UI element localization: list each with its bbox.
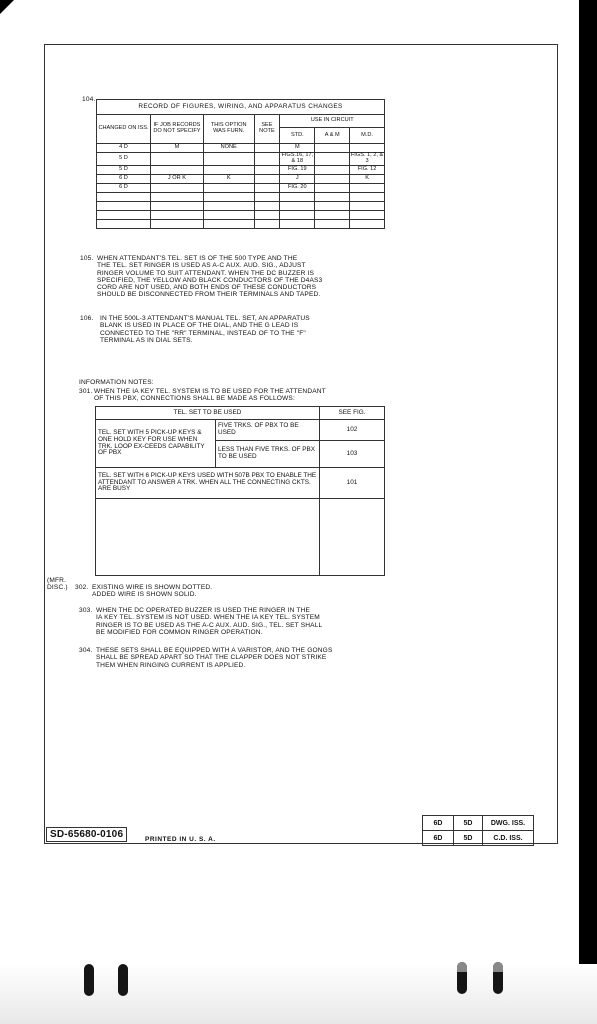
record-cell-am <box>315 210 350 219</box>
info-row1-fig: 102 <box>320 420 385 441</box>
record-cell-job: J OR K <box>151 174 204 183</box>
record-cell-std: FIGS.16, 17, & 18 <box>281 152 314 164</box>
record-cell-note <box>254 153 280 166</box>
info-row1-cond: FIVE TRKS. OF PBX TO BE USED <box>216 420 320 441</box>
binder-hole <box>493 962 503 994</box>
record-cell-note <box>254 210 280 219</box>
record-cell-std: J <box>280 174 315 183</box>
record-cell-job: M <box>151 144 204 153</box>
record-cell-am <box>315 192 350 201</box>
record-cell-md: K <box>350 174 385 183</box>
cd-iss-b: 5D <box>454 831 483 846</box>
info-row1-set: TEL. SET WITH 5 PICK-UP KEYS & ONE HOLD KEY FOR USE WHEN TRK. LOOP EX-CEEDS CAPABILITY OF PBX <box>96 420 216 468</box>
note-303 <box>79 607 399 636</box>
para-104-number: 104. <box>82 96 96 103</box>
record-cell-std: M <box>280 144 315 153</box>
record-cell-std <box>280 219 315 228</box>
record-cell-job <box>151 192 204 201</box>
note-106-text: IN THE 500L-3 ATTENDANT'S MANUAL TEL. SET, AN APPARATUS BLANK IS USED IN PLACE OF THE DIAL, AND THE G LEAD IS CONNECTED TO THE "RR" TERMINAL, INSTEAD OF TO THE "F" TERMINAL AS IN DIAL SETS. <box>100 315 310 344</box>
note-301 <box>79 388 399 403</box>
header-md: M.D. <box>350 128 385 144</box>
record-cell-am <box>315 183 350 192</box>
note-303-text: WHEN THE DC OPERATED BUZZER IS USED THE RINGER IN THE IA KEY TEL. SYSTEM IS NOT USED. WHEN THE IA KEY TEL. SYSTEM RINGER IS TO BE USED AS THE A-C AUX. AUD. SIG., TEL. SET SHALL BE MODIFIED FOR COMMON RINGER OPERATION. <box>96 607 323 636</box>
note-302-text: EXISTING WIRE IS SHOWN DOTTED. ADDED WIRE IS SHOWN SOLID. <box>92 584 213 599</box>
cd-iss-label: C.D. ISS. <box>483 831 534 846</box>
record-cell-std: FIG. 19 <box>280 165 315 174</box>
info-row2-fig: 103 <box>320 441 385 468</box>
record-cell-iss: 6 D <box>97 174 151 183</box>
record-cell-job <box>151 219 204 228</box>
record-cell-am <box>315 219 350 228</box>
header-see-note: SEE NOTE <box>254 115 280 144</box>
record-cell-md <box>350 183 385 192</box>
record-cell-furn <box>203 192 254 201</box>
record-cell-am <box>315 144 350 153</box>
note-302-number: 302. <box>75 584 89 591</box>
info-blank-cell <box>96 499 320 576</box>
record-cell-furn <box>203 153 254 166</box>
record-cell-note <box>254 219 280 228</box>
record-cell-am <box>315 201 350 210</box>
note-105-text: WHEN ATTENDANT'S TEL. SET IS OF THE 500 TYPE AND THE THE TEL. SET RINGER IS USED AS A-C AUX. AUD. SIG., ADJUST RINGER VOLUME TO SUIT ATTENDANT. WHEN THE DC BUZZER IS SPECIFIED, THE YELLOW AND BLACK CONDUCTORS OF THE D4AS3 CORD ARE NOT USED, AND BOTH ENDS OF THESE CONDUCTORS SHOULD BE DISCONNECTED FROM THEIR TERMINALS AND TAPED. <box>97 255 323 299</box>
record-cell-note <box>254 174 280 183</box>
note-302 <box>75 584 395 599</box>
note-105 <box>80 255 400 299</box>
record-row <box>97 210 385 219</box>
info-row3-fig: 101 <box>320 468 385 499</box>
record-cell-note <box>254 144 280 153</box>
record-cell-furn <box>203 219 254 228</box>
record-cell-note <box>254 201 280 210</box>
record-table <box>96 99 385 229</box>
dwg-iss-a: 6D <box>423 816 454 831</box>
record-cell-furn <box>203 183 254 192</box>
record-row <box>97 153 385 166</box>
record-cell-furn <box>203 165 254 174</box>
header-this-option: THIS OPTION WAS FURN. <box>203 115 254 144</box>
note-301-number: 301. <box>79 388 93 395</box>
binder-hole <box>118 964 128 996</box>
record-cell-iss <box>97 219 151 228</box>
page-corner-mark <box>0 0 14 14</box>
cd-iss-a: 6D <box>423 831 454 846</box>
header-std: STD. <box>280 128 315 144</box>
record-cell-am <box>315 165 350 174</box>
record-cell-std <box>280 192 315 201</box>
record-cell-furn <box>203 201 254 210</box>
record-cell-md: FIGS. 1, 2, & 3 <box>350 152 384 164</box>
record-cell-md: FIG. 12 <box>350 165 385 174</box>
record-cell-std <box>280 201 315 210</box>
note-106 <box>80 315 400 344</box>
header-if-job: IF JOB RECORDS DO NOT SPECIFY <box>151 115 204 144</box>
record-cell-am <box>315 174 350 183</box>
note-304-text: THESE SETS SHALL BE EQUIPPED WITH A VARISTOR, AND THE GONGS SHALL BE SPREAD APART SO THAT THE CLAPPER DOES NOT STRIKE THEM WHEN RINGING CURRENT IS APPLIED. <box>96 647 333 669</box>
note-304 <box>79 647 399 669</box>
header-use-in-circuit: USE IN CIRCUIT <box>280 115 385 128</box>
record-cell-iss: 5 D <box>97 165 151 174</box>
info-table <box>95 406 385 576</box>
record-cell-furn: NONE <box>203 144 254 153</box>
record-cell-job <box>151 183 204 192</box>
record-cell-note <box>254 165 280 174</box>
record-cell-iss <box>97 192 151 201</box>
note-303-number: 303. <box>79 607 93 614</box>
header-am: A & M <box>315 128 350 144</box>
record-title: RECORD OF FIGURES, WIRING, AND APPARATUS CHANGES <box>97 100 385 115</box>
info-header-fig: SEE FIG. <box>320 407 385 420</box>
info-row3-set: TEL. SET WITH 6 PICK-UP KEYS USED WITH 507B PBX TO ENABLE THE ATTENDANT TO ANSWER A TRK. WHEN ALL THE CONNECTING CKTS. ARE BUSY <box>96 468 320 499</box>
record-cell-job <box>151 153 204 166</box>
info-blank-fig-cell <box>320 499 385 576</box>
record-row <box>97 165 385 174</box>
record-cell-std: FIG. 20 <box>280 183 315 192</box>
record-cell-note <box>254 192 280 201</box>
record-cell-job <box>151 201 204 210</box>
info-header-set: TEL. SET TO BE USED <box>96 407 320 420</box>
record-cell-iss <box>97 210 151 219</box>
issue-block <box>422 815 534 846</box>
drawing-number: SD-65680-0106 <box>46 827 127 842</box>
record-cell-iss: 5 D <box>97 153 151 166</box>
info-row2-cond: LESS THAN FIVE TRKS. OF PBX TO BE USED <box>216 441 320 468</box>
binder-hole <box>84 964 94 996</box>
record-cell-iss <box>97 201 151 210</box>
record-cell-furn: K <box>203 174 254 183</box>
record-row <box>97 183 385 192</box>
dwg-iss-label: DWG. ISS. <box>483 816 534 831</box>
note-304-number: 304. <box>79 647 93 654</box>
record-cell-am <box>315 153 350 166</box>
record-row <box>97 192 385 201</box>
record-cell-md <box>350 219 385 228</box>
note-105-number: 105. <box>80 255 94 262</box>
record-row <box>97 174 385 183</box>
record-row <box>97 201 385 210</box>
record-cell-job <box>151 210 204 219</box>
record-cell-std <box>280 210 315 219</box>
printed-in-usa: PRINTED IN U. S. A. <box>145 836 216 843</box>
record-row <box>97 219 385 228</box>
record-cell-md <box>350 210 385 219</box>
record-cell-note <box>254 183 280 192</box>
dwg-iss-b: 5D <box>454 816 483 831</box>
header-changed: CHANGED ON ISS. <box>97 115 151 144</box>
record-cell-furn <box>203 210 254 219</box>
record-cell-iss: 6 D <box>97 183 151 192</box>
info-heading: INFORMATION NOTES: <box>79 379 154 386</box>
mfr-disc-label: (MFR. DISC.) <box>47 577 68 592</box>
page-edge-shadow <box>579 0 597 1024</box>
record-cell-md <box>350 201 385 210</box>
record-cell-job <box>151 165 204 174</box>
note-301-text: WHEN THE IA KEY TEL. SYSTEM IS TO BE USED FOR THE ATTENDANT OF THIS PBX, CONNECTIONS SHALL BE MADE AS FOLLOWS: <box>94 388 326 403</box>
note-106-number: 106. <box>80 315 94 322</box>
binder-hole <box>457 962 467 994</box>
record-row <box>97 144 385 153</box>
record-cell-md <box>350 192 385 201</box>
record-cell-iss: 4 D <box>97 144 151 153</box>
